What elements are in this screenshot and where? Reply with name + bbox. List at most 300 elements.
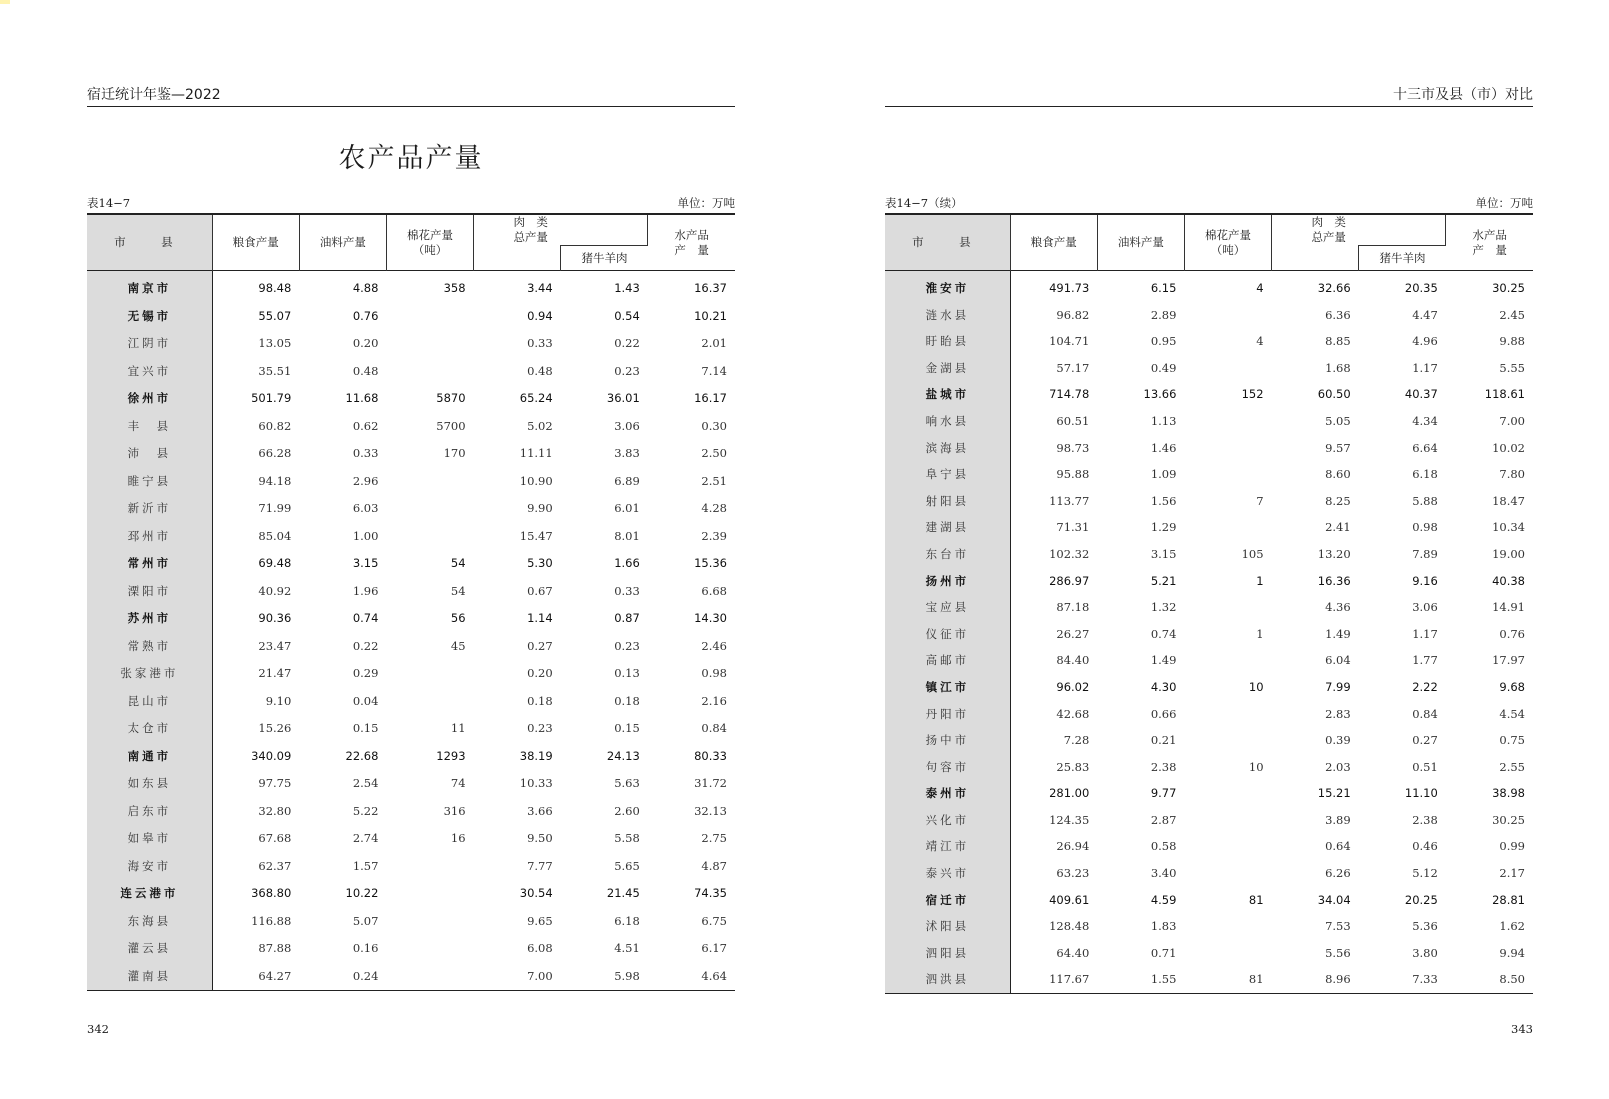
cell-cotton [1184,807,1271,834]
table-row [885,966,1533,993]
row-label: 沛 县 [87,440,212,468]
cell-aquatic: 0.84 [701,721,727,735]
cell-oil: 1.32 [1150,600,1177,615]
table-row [87,853,735,881]
row-label: 苏州市 [87,605,212,633]
row-label: 常州市 [87,550,212,578]
cell-aquatic: 9.68 [1499,679,1525,694]
table-row [885,674,1533,701]
cell-meat: 0.20 [527,666,553,680]
table-row [87,440,735,468]
row-label: 宿迁市 [885,887,1010,914]
cell-meat: 38.19 [519,748,553,763]
cell-oil: 0.15 [352,721,379,735]
cell-aquatic: 16.37 [694,281,727,295]
row-label: 射阳县 [885,488,1010,515]
cell-cotton [386,880,473,908]
row-label: 邳州市 [87,523,212,551]
cell-cotton: 74 [450,776,466,790]
cell-meat: 30.54 [519,886,553,900]
cell-cotton: 7 [1256,493,1264,508]
cell-grain: 340.09 [251,748,292,763]
cell-aquatic: 40.38 [1492,573,1525,588]
table-row [87,715,735,743]
cell-pork: 0.84 [1412,706,1438,721]
cell-pork: 5.63 [614,776,640,790]
cell-pork: 5.65 [614,858,640,873]
cell-cotton: 170 [443,446,466,460]
cell-pork: 7.89 [1412,546,1438,561]
cell-grain: 13.05 [258,336,292,350]
cell-pork: 5.12 [1412,866,1438,881]
cell-oil: 1.49 [1150,653,1177,668]
table-row [87,495,735,523]
row-label: 靖江市 [885,833,1010,860]
cell-aquatic: 2.46 [701,638,727,653]
header-aquatic-bottom: 产 量 [674,242,709,257]
cell-oil: 1.13 [1150,413,1177,428]
cell-aquatic: 2.75 [701,831,727,845]
cell-grain: 124.35 [1049,812,1090,827]
cell-meat: 8.96 [1325,972,1351,987]
cell-grain: 98.73 [1056,440,1090,455]
cell-grain: 67.68 [258,831,292,845]
row-label: 睢宁县 [87,468,212,496]
table-row [885,381,1533,408]
cell-oil: 11.68 [345,391,379,405]
table-row [885,514,1533,541]
row-label: 宝应县 [885,594,1010,621]
cell-grain: 64.40 [1056,945,1090,960]
cell-meat: 0.94 [527,308,553,323]
cell-pork: 5.98 [614,968,640,983]
cell-grain: 60.51 [1056,413,1090,428]
cell-meat: 16.36 [1317,573,1351,588]
cell-aquatic: 6.75 [701,913,727,928]
cell-grain: 57.17 [1056,360,1090,375]
table-row [87,770,735,798]
table-row [87,660,735,688]
cell-meat: 5.02 [527,418,553,433]
cell-grain: 26.27 [1056,626,1090,641]
table-row [885,541,1533,568]
cell-meat: 10.33 [519,776,553,790]
cell-meat: 8.60 [1325,467,1351,482]
cell-aquatic: 7.80 [1499,467,1525,482]
table-row [87,413,735,441]
cell-aquatic: 2.01 [701,336,727,350]
header-meat-bottom: 总产量 [1311,230,1346,244]
cell-oil: 2.89 [1150,307,1177,322]
cell-aquatic: 9.88 [1499,334,1525,349]
header-meat-top: 肉 类 [513,215,548,229]
cell-aquatic: 0.98 [701,666,727,680]
cell-aquatic: 2.55 [1499,759,1525,774]
cell-pork: 3.80 [1412,945,1438,960]
cell-cotton: 81 [1248,892,1264,907]
cell-pork: 40.37 [1404,387,1438,402]
cell-meat: 1.14 [527,611,553,625]
page-title-text: 农产品产量 [338,143,484,174]
cell-aquatic: 5.55 [1499,360,1525,375]
running-head: 宿迁统计年鉴—2022 [87,84,735,107]
cell-pork: 6.18 [1412,467,1438,482]
cell-cotton: 54 [450,583,466,598]
cell-meat: 6.04 [1325,653,1351,668]
cell-grain: 96.82 [1056,307,1090,322]
header-grain: 粮食产量 [212,214,299,271]
row-label: 阜宁县 [885,461,1010,488]
table-row [87,358,735,386]
cell-pork: 0.54 [614,308,640,323]
cell-grain: 55.07 [258,308,292,323]
cell-meat: 0.64 [1325,839,1351,854]
row-label: 仪征市 [885,621,1010,648]
cell-pork: 5.36 [1412,919,1438,934]
cell-meat: 6.36 [1325,307,1351,322]
cell-oil: 1.57 [352,858,379,873]
cell-aquatic: 31.72 [694,776,727,790]
table-row [885,568,1533,595]
header-cotton [1184,214,1271,271]
cell-aquatic: 6.17 [701,941,727,955]
row-label: 扬州市 [885,568,1010,595]
row-label: 滨海县 [885,435,1010,462]
row-label: 新沂市 [87,495,212,523]
table-row [87,743,735,771]
cell-meat: 15.47 [519,528,553,543]
cell-meat: 0.48 [527,363,553,378]
row-label: 句容市 [885,754,1010,781]
cell-grain: 113.77 [1049,493,1090,508]
cell-meat: 0.67 [527,583,553,598]
cell-oil: 1.96 [352,583,379,598]
cell-cotton: 56 [450,611,466,625]
table-row [885,727,1533,754]
cell-meat: 0.27 [527,638,553,653]
cell-meat: 5.56 [1325,945,1351,960]
cell-cotton: 10 [1248,679,1264,694]
cell-pork: 2.38 [1412,812,1438,827]
cell-grain: 42.68 [1056,706,1090,721]
cell-oil: 3.40 [1150,866,1177,881]
table-row [885,621,1533,648]
cell-pork: 20.35 [1404,281,1438,295]
cell-cotton [1184,940,1271,967]
table-row [885,754,1533,781]
cell-grain: 281.00 [1049,786,1090,801]
cell-meat: 5.30 [527,556,553,570]
cell-cotton [386,660,473,688]
cell-aquatic: 30.25 [1492,281,1525,295]
cell-oil: 1.00 [352,528,379,543]
row-label: 如皋市 [87,825,212,853]
row-label: 镇江市 [885,674,1010,701]
cell-aquatic: 17.97 [1492,653,1525,668]
cell-cotton [1184,355,1271,382]
cell-oil: 0.95 [1150,334,1177,349]
cell-pork: 0.22 [614,336,640,350]
header-grain: 粮食产量 [1010,214,1097,271]
cell-cotton [386,330,473,358]
cell-aquatic: 4.28 [701,501,727,515]
row-label: 丹阳市 [885,701,1010,728]
cell-oil: 0.20 [352,336,379,350]
running-head: 十三市及县（市）对比 [885,84,1533,107]
cell-grain: 87.18 [1056,600,1090,615]
unit-label: 单位：万吨 [1475,196,1533,210]
cell-cotton [1184,594,1271,621]
cell-grain: 368.80 [251,886,292,900]
cell-oil: 13.66 [1143,387,1177,402]
header-meat-bottom: 总产量 [513,230,548,244]
table-row [87,523,735,551]
cell-meat: 10.90 [519,473,553,488]
cell-aquatic: 10.02 [1492,440,1525,455]
table-row [87,825,735,853]
cell-meat: 0.18 [527,693,553,708]
cell-cotton: 16 [450,831,466,845]
cell-grain: 40.92 [258,583,292,598]
cell-grain: 501.79 [251,391,292,405]
cell-oil: 9.77 [1150,786,1177,801]
cell-aquatic: 0.76 [1499,626,1525,641]
cell-aquatic: 0.30 [701,418,727,433]
cell-meat: 7.00 [527,968,553,983]
cell-cotton [1184,833,1271,860]
cell-aquatic: 118.61 [1484,387,1525,402]
cell-cotton [386,358,473,386]
table-row [87,798,735,826]
row-label: 泰州市 [885,780,1010,807]
cell-grain: 409.61 [1049,892,1090,907]
cell-oil: 6.15 [1150,281,1177,295]
row-label: 丰 县 [87,413,212,441]
right-page [885,0,1533,1099]
cell-meat: 2.03 [1325,759,1351,774]
table-row [87,605,735,633]
row-label: 盐城市 [885,381,1010,408]
left-page [87,0,735,1099]
cell-grain: 60.82 [258,418,292,433]
cell-cotton [1184,701,1271,728]
cell-aquatic: 1.62 [1499,919,1525,934]
cell-meat: 9.50 [527,831,553,845]
cell-cotton [1184,727,1271,754]
header-cotton-unit: （吨） [412,242,448,257]
cell-cotton: 152 [1241,387,1264,402]
table-id: 表14−7 [87,196,131,210]
cell-meat: 6.08 [527,941,553,955]
cell-meat: 0.23 [527,721,553,735]
cell-grain: 95.88 [1056,467,1090,482]
cell-aquatic: 2.51 [701,473,727,488]
cell-oil: 0.74 [352,611,379,625]
cell-grain: 71.99 [258,501,292,515]
cell-aquatic: 14.30 [694,611,727,625]
cell-cotton [386,853,473,881]
cell-oil: 0.49 [1150,360,1177,375]
cell-grain: 491.73 [1049,281,1090,295]
cell-cotton: 54 [450,556,466,570]
cell-aquatic: 2.16 [701,693,727,708]
cell-cotton [1184,514,1271,541]
cell-grain: 25.83 [1056,759,1090,774]
cell-pork: 0.98 [1412,520,1438,535]
cell-grain: 35.51 [258,363,292,378]
cell-cotton [386,963,473,991]
header-aquatic-bottom: 产 量 [1472,242,1507,257]
production-table [87,213,735,991]
cell-grain: 94.18 [258,473,292,488]
cell-aquatic: 19.00 [1492,546,1525,561]
cell-meat: 34.04 [1317,892,1351,907]
cell-meat: 5.05 [1325,413,1351,428]
row-label: 徐州市 [87,385,212,413]
cell-grain: 64.27 [258,968,292,983]
table-row [87,633,735,661]
cell-pork: 1.43 [614,281,640,295]
table-row [87,550,735,578]
cell-aquatic: 30.25 [1492,812,1525,827]
cell-oil: 4.59 [1150,892,1177,907]
cell-meat: 32.66 [1317,281,1351,295]
row-label: 扬中市 [885,727,1010,754]
cell-meat: 9.90 [527,501,553,515]
cell-oil: 0.04 [352,693,379,708]
row-label: 启东市 [87,798,212,826]
cell-meat: 13.20 [1317,546,1351,561]
cell-meat: 3.66 [527,803,553,818]
header-city: 市 县 [87,214,212,271]
table-row [885,940,1533,967]
cell-pork: 0.87 [614,611,640,625]
cell-grain: 104.71 [1049,334,1090,349]
table-row [885,833,1533,860]
cell-pork: 2.22 [1412,679,1438,694]
cell-aquatic: 18.47 [1492,493,1525,508]
cell-cotton: 11 [450,721,466,735]
page-number: 343 [1511,1022,1533,1036]
table-row [885,271,1533,302]
cell-aquatic: 16.17 [694,391,727,405]
cell-cotton [1184,435,1271,462]
cell-pork: 0.51 [1412,759,1438,774]
cell-cotton: 4 [1256,281,1264,295]
cell-grain: 84.40 [1056,653,1090,668]
cell-pork: 4.96 [1412,334,1438,349]
cell-pork: 3.06 [1412,600,1438,615]
cell-aquatic: 28.81 [1492,892,1525,907]
cell-oil: 5.22 [352,803,379,818]
cell-oil: 5.07 [352,913,379,928]
cell-oil: 1.29 [1150,520,1177,535]
cell-pork: 1.66 [614,556,640,570]
cell-cotton: 45 [450,638,466,653]
cell-pork: 3.06 [614,418,640,433]
table-row [87,935,735,963]
header-aquatic-top: 水产品 [674,227,709,242]
cell-cotton: 1 [1256,573,1264,588]
table-id: 表14−7（续） [885,196,963,210]
cell-meat: 11.11 [519,446,553,460]
cell-oil: 1.83 [1150,919,1177,934]
header-meat-top: 肉 类 [1311,215,1346,229]
cell-pork: 11.10 [1404,786,1438,801]
row-label: 宜兴市 [87,358,212,386]
cell-aquatic: 2.39 [701,528,727,543]
cell-oil: 4.88 [352,281,379,295]
header-aquatic-top: 水产品 [1472,227,1507,242]
cell-pork: 4.47 [1412,307,1438,322]
cell-cotton: 10 [1248,759,1264,774]
header-cotton-label: 棉花产量 [1205,227,1251,242]
cell-oil: 1.46 [1150,440,1177,455]
cell-pork: 36.01 [606,391,640,405]
cell-cotton: 4 [1256,334,1264,349]
cell-oil: 0.21 [1150,733,1177,748]
table-row [885,461,1533,488]
cell-pork: 0.33 [614,583,640,598]
cell-aquatic: 32.13 [694,803,727,818]
table-row [87,880,735,908]
cell-pork: 0.23 [614,638,640,653]
cell-grain: 102.32 [1049,546,1090,561]
cell-aquatic: 14.91 [1492,600,1525,615]
cell-meat: 2.83 [1325,706,1351,721]
row-label: 东台市 [885,541,1010,568]
cell-oil: 2.38 [1150,759,1177,774]
table-row [87,688,735,716]
header-aquatic [648,214,735,271]
cell-grain: 97.75 [258,776,292,790]
table-row [885,488,1533,515]
cell-oil: 6.03 [352,501,379,515]
cell-oil: 1.09 [1150,467,1177,482]
cell-grain: 87.88 [258,941,292,955]
cell-grain: 85.04 [258,528,292,543]
cell-pork: 5.88 [1412,493,1438,508]
cell-pork: 8.01 [614,528,640,543]
cell-meat: 1.49 [1325,626,1351,641]
cell-oil: 0.48 [352,363,379,378]
cell-meat: 0.39 [1325,733,1351,748]
cell-grain: 128.48 [1049,919,1090,934]
row-label: 海安市 [87,853,212,881]
cell-pork: 20.25 [1404,892,1438,907]
cell-pork: 1.17 [1412,360,1438,375]
cell-pork: 24.13 [606,748,640,763]
cell-meat: 7.99 [1325,679,1351,694]
cell-meat: 0.33 [527,336,553,350]
cell-oil: 1.55 [1150,972,1177,987]
cell-meat: 65.24 [519,391,553,405]
cell-aquatic: 74.35 [694,886,727,900]
cell-grain: 286.97 [1049,573,1090,588]
cell-meat: 15.21 [1317,786,1351,801]
cell-oil: 2.87 [1150,812,1177,827]
cell-pork: 6.89 [614,473,640,488]
cell-aquatic: 4.87 [701,858,727,873]
cell-grain: 21.47 [258,666,292,680]
cell-aquatic: 7.14 [701,363,727,378]
cell-cotton: 1 [1256,626,1264,641]
cell-aquatic: 2.45 [1499,307,1525,322]
row-label: 淮安市 [885,271,1010,302]
cell-cotton [1184,302,1271,329]
cell-grain: 66.28 [258,446,292,460]
table-row [885,807,1533,834]
